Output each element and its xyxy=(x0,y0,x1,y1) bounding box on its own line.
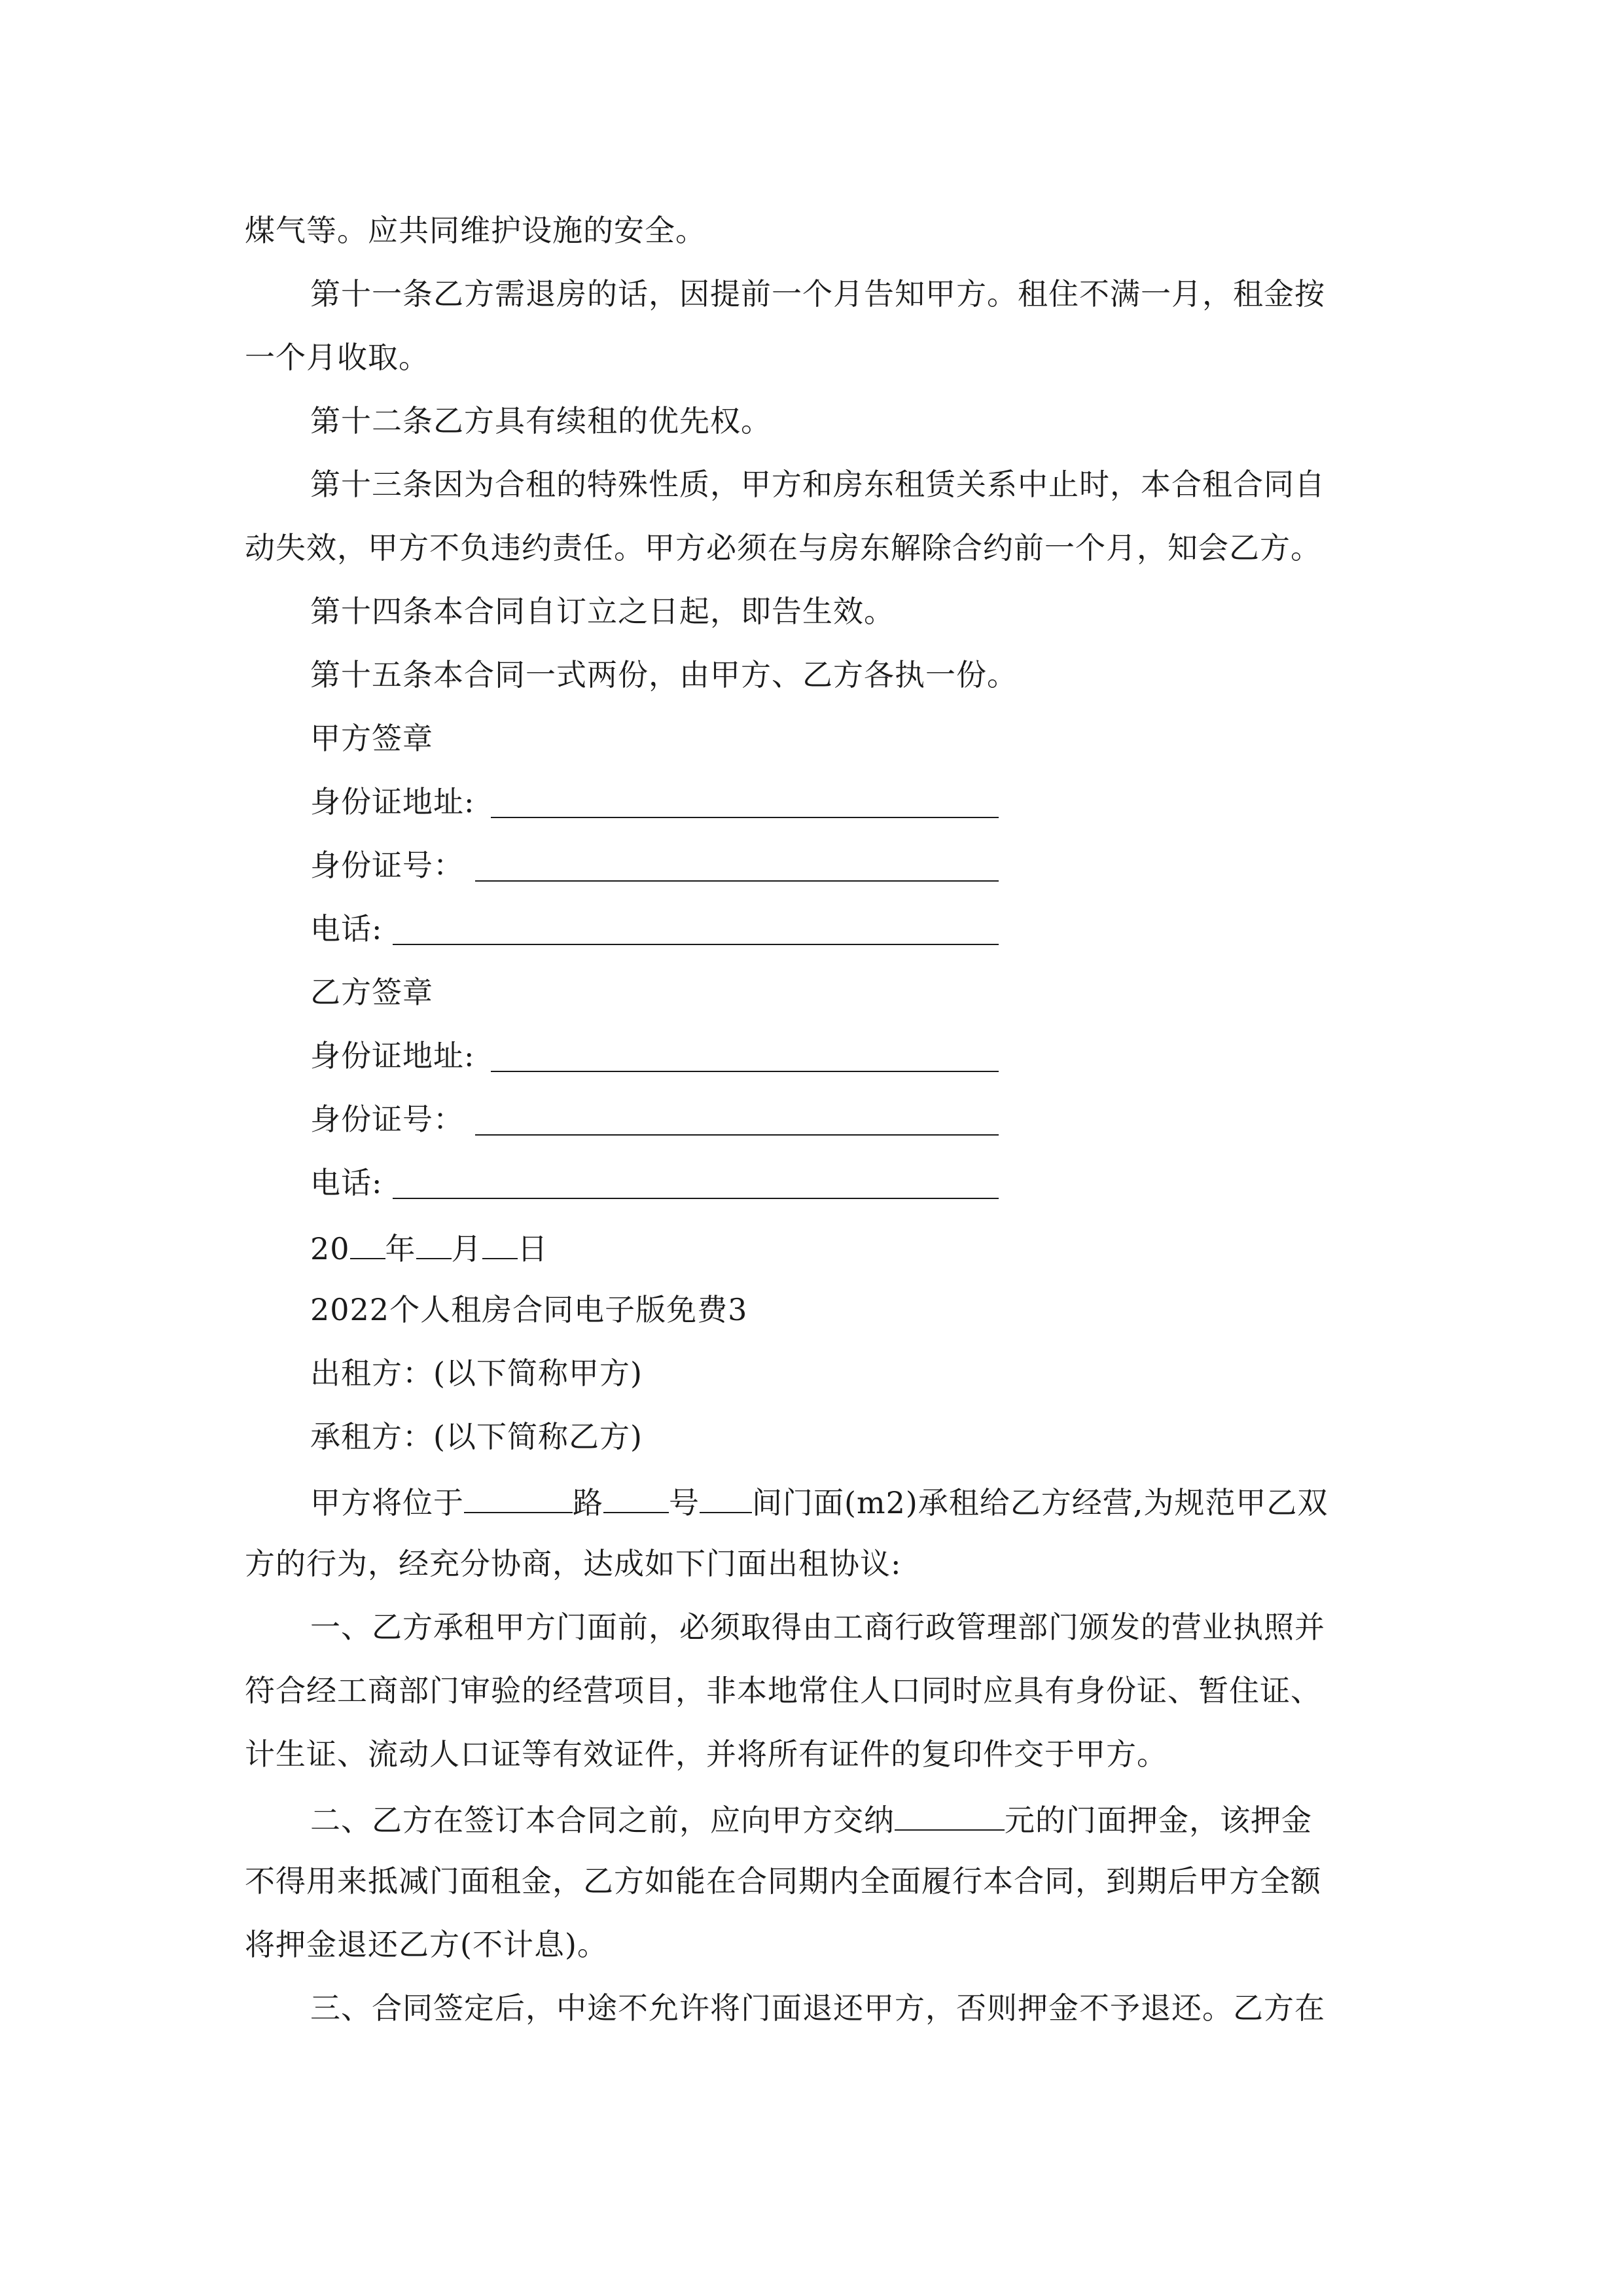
date-prefix: 20 xyxy=(310,1231,350,1266)
clause-3-line-1: 三、合同签定后，中途不允许将门面退还甲方，否则押金不予退还。乙方在 xyxy=(310,1990,1325,2026)
intro-line-2: 方的行为，经充分协商，达成如下门面出租协议: xyxy=(245,1546,902,1581)
number-blank[interactable] xyxy=(603,1480,669,1513)
clause-14: 第十四条本合同自订立之日起，即告生效。 xyxy=(310,594,895,629)
clause-13-line-1: 第十三条因为合租的特殊性质，甲方和房东租赁关系中止时，本合租合同自 xyxy=(310,467,1325,502)
intro-text: 甲方将位于 xyxy=(310,1485,464,1520)
party-b-id-field[interactable] xyxy=(475,1134,999,1136)
clause-2-line-3: 将押金退还乙方(不计息)。 xyxy=(245,1927,608,1962)
clause-15: 第十五条本合同一式两份，由甲方、乙方各执一份。 xyxy=(310,657,1018,692)
clause-11-line-1: 第十一条乙方需退房的话，因提前一个月告知甲方。租住不满一月，租金按 xyxy=(310,276,1325,312)
party-a-signature-title: 甲方签章 xyxy=(310,721,433,756)
lessor-line: 出租方：(以下简称甲方) xyxy=(310,1355,643,1391)
date-month-label: 月 xyxy=(451,1231,482,1266)
date-year-blank[interactable] xyxy=(350,1227,385,1259)
clause-2-line-2: 不得用来抵减门面租金，乙方如能在合同期内全面履行本合同，到期后甲方全额 xyxy=(245,1863,1321,1899)
intro-number-label: 号 xyxy=(669,1485,700,1520)
party-b-phone-label: 电话: xyxy=(310,1165,383,1200)
section-heading: 2022个人租房合同电子版免费3 xyxy=(310,1292,748,1327)
clause-1-line-3: 计生证、流动人口证等有效证件，并将所有证件的复印件交于甲方。 xyxy=(245,1736,1168,1772)
party-b-phone-field[interactable] xyxy=(393,1198,999,1199)
party-b-address-label: 身份证地址: xyxy=(310,1038,475,1073)
clause-1-line-2: 符合经工商部门审验的经营项目，非本地常住人口同时应具有身份证、暂住证、 xyxy=(245,1673,1321,1708)
date-day-blank[interactable] xyxy=(482,1227,518,1259)
lessee-line: 承租方：(以下简称乙方) xyxy=(310,1419,643,1454)
date-day-label: 日 xyxy=(517,1231,548,1266)
date-month-blank[interactable] xyxy=(416,1227,452,1259)
paragraph-line: 煤气等。应共同维护设施的安全。 xyxy=(245,213,706,248)
party-b-id-label: 身份证号： xyxy=(310,1102,464,1137)
road-blank[interactable] xyxy=(464,1480,573,1513)
party-b-signature-title: 乙方签章 xyxy=(310,975,433,1010)
clause-11-line-2: 一个月收取。 xyxy=(245,340,429,375)
party-a-phone-label: 电话: xyxy=(310,911,383,946)
date-line xyxy=(310,1227,1449,1268)
clause-2-text-end: 元的门面押金，该押金 xyxy=(1005,1803,1312,1838)
party-b-address-field[interactable] xyxy=(491,1071,999,1072)
intro-line-1 xyxy=(310,1480,1449,1522)
clause-1-line-1: 一、乙方承租甲方门面前，必须取得由工商行政管理部门颁发的营业执照并 xyxy=(310,1609,1325,1645)
party-a-address-field[interactable] xyxy=(491,817,999,818)
deposit-amount-blank[interactable] xyxy=(895,1798,1005,1831)
clause-12: 第十二条乙方具有续租的优先权。 xyxy=(310,403,772,439)
intro-road-label: 路 xyxy=(573,1485,603,1520)
party-a-address-label: 身份证地址: xyxy=(310,784,475,819)
party-a-id-label: 身份证号： xyxy=(310,848,464,883)
room-blank[interactable] xyxy=(700,1480,752,1513)
clause-2-line-1 xyxy=(310,1798,1449,1840)
clause-2-text: 二、乙方在签订本合同之前，应向甲方交纳 xyxy=(310,1803,895,1838)
party-a-id-field[interactable] xyxy=(475,880,999,882)
clause-13-line-2: 动失效，甲方不负违约责任。甲方必须在与房东解除合约前一个月，知会乙方。 xyxy=(245,530,1321,565)
party-a-phone-field[interactable] xyxy=(393,944,999,945)
intro-text-end: 间门面(m2)承租给乙方经营,为规范甲乙双 xyxy=(752,1485,1329,1520)
date-year-label: 年 xyxy=(385,1231,416,1266)
